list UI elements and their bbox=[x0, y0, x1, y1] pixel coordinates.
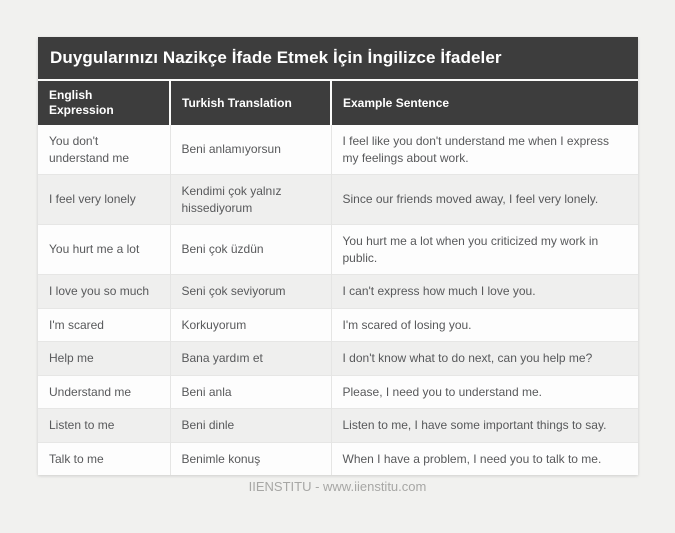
table-title: Duygularınızı Nazikçe İfade Etmek İçin İngilizce İfadeler bbox=[38, 37, 638, 81]
header-row bbox=[38, 81, 638, 125]
cell-example: When I have a problem, I need you to talk to me. bbox=[331, 442, 638, 475]
table-row bbox=[38, 275, 638, 309]
cell-example: Since our friends moved away, I feel very lonely. bbox=[331, 175, 638, 225]
table-row bbox=[38, 225, 638, 275]
table-row bbox=[38, 442, 638, 475]
table-body bbox=[38, 125, 638, 475]
cell-turkish: Benimle konuş bbox=[170, 442, 331, 475]
table-header bbox=[38, 81, 638, 125]
cell-english: I'm scared bbox=[38, 308, 170, 342]
table-row bbox=[38, 125, 638, 175]
cell-example: I'm scared of losing you. bbox=[331, 308, 638, 342]
table-row bbox=[38, 409, 638, 443]
table-row bbox=[38, 375, 638, 409]
cell-english: Talk to me bbox=[38, 442, 170, 475]
cell-turkish: Beni anlamıyorsun bbox=[170, 125, 331, 175]
cell-english: I love you so much bbox=[38, 275, 170, 309]
cell-turkish: Seni çok seviyorum bbox=[170, 275, 331, 309]
cell-english: You don't understand me bbox=[49, 134, 130, 165]
cell-turkish: Korkuyorum bbox=[170, 308, 331, 342]
cell-example: I don't know what to do next, can you help me? bbox=[331, 342, 638, 376]
phrase-table-card bbox=[38, 37, 638, 475]
cell-turkish: Beni çok üzdün bbox=[170, 225, 331, 275]
cell-example: You hurt me a lot when you criticized my work in public. bbox=[331, 225, 638, 275]
table-row bbox=[38, 342, 638, 376]
column-header-english: English Expression bbox=[38, 81, 170, 125]
cell-english: I feel very lonely bbox=[38, 175, 170, 225]
column-header-turkish: Turkish Translation bbox=[170, 81, 331, 125]
cell-example: Please, I need you to understand me. bbox=[331, 375, 638, 409]
table-row bbox=[38, 175, 638, 225]
table-row bbox=[38, 308, 638, 342]
phrase-table bbox=[38, 81, 638, 475]
cell-english: Understand me bbox=[38, 375, 170, 409]
footer-credit: IIENSTITU - www.iienstitu.com bbox=[248, 479, 427, 494]
cell-english: Listen to me bbox=[38, 409, 170, 443]
cell-english: Help me bbox=[38, 342, 170, 376]
cell-example: I can't express how much I love you. bbox=[331, 275, 638, 309]
cell-english: You hurt me a lot bbox=[38, 225, 170, 275]
cell-example: Listen to me, I have some important things to say. bbox=[331, 409, 638, 443]
cell-turkish: Beni anla bbox=[170, 375, 331, 409]
cell-example: I feel like you don't understand me when I express my feelings about work. bbox=[331, 125, 638, 175]
cell-turkish: Kendimi çok yalnız hissediyorum bbox=[170, 175, 331, 225]
cell-turkish: Bana yardım et bbox=[170, 342, 331, 376]
cell-turkish: Beni dinle bbox=[170, 409, 331, 443]
column-header-example: Example Sentence bbox=[331, 81, 638, 125]
